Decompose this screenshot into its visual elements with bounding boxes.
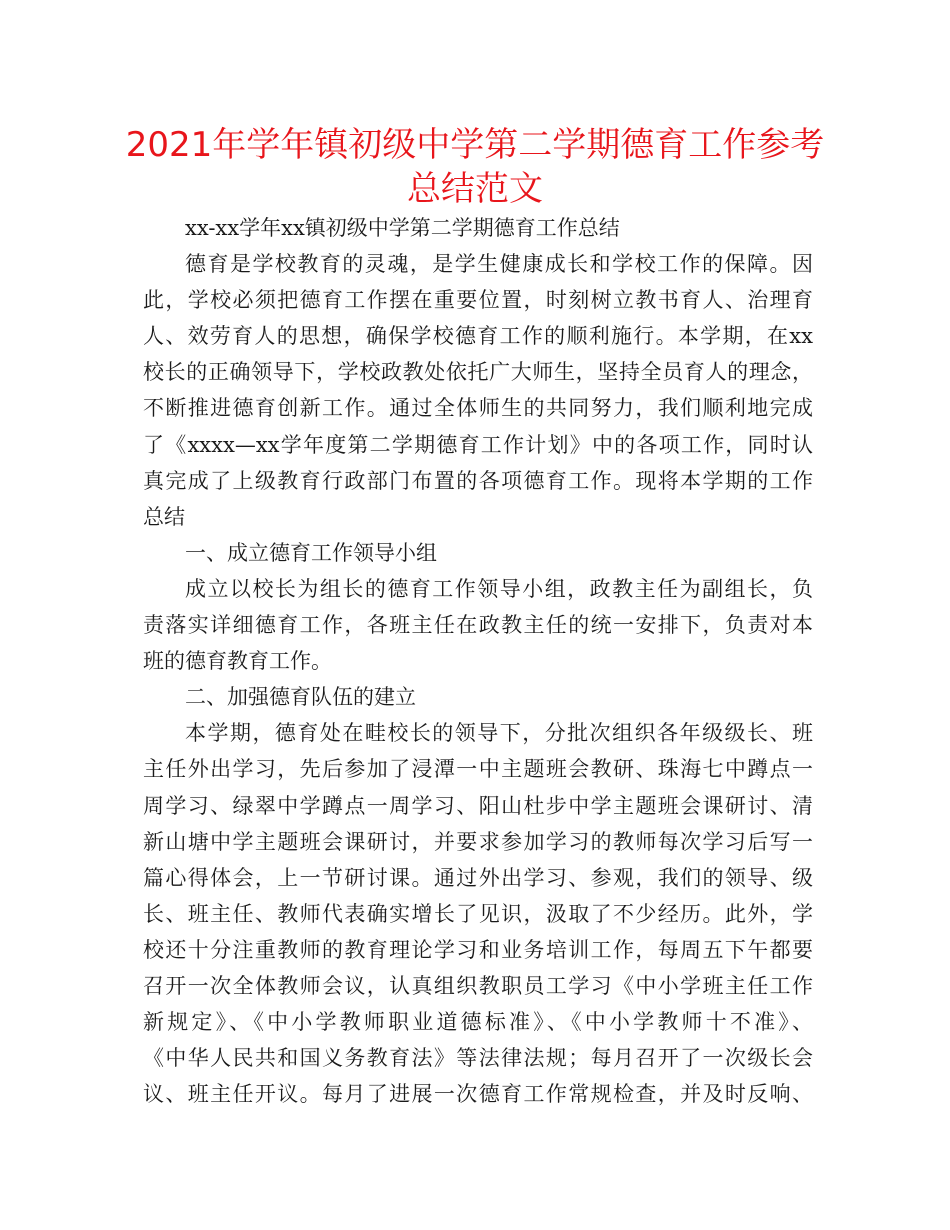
paragraph-line: 责落实详细德育工作，各班主任在政教主任的统一安排下，负责对本 [143,613,813,638]
paragraph-line: 人、效劳育人的思想，确保学校德育工作的顺利施行。本学期，在xx [143,324,813,349]
paragraph-line: 议、班主任开议。每月了进展一次德育工作常规检查，并及时反响、 [143,1082,813,1107]
paragraph-line: 成立以校长为组长的德育工作领导小组，政教主任为副组长，负 [185,576,813,601]
paragraph-line: 德育是学校教育的灵魂，是学生健康成长和学校工作的保障。因 [185,252,813,277]
paragraph-line: 此，学校必须把德育工作摆在重要位置，时刻树立教书育人、治理育 [143,288,813,313]
document-title-line-2: 总结范文 [407,169,543,209]
paragraph-line: 《中华人民共和国义务教育法》等法律法规；每月召开了一次级长会 [143,1046,813,1071]
paragraph-line: 班的德育教育工作。 [143,649,332,674]
paragraph-line: 召开一次全体教师会议，认真组织教职员工学习《中小学班主任工作 [143,973,813,998]
subtitle-line: xx-xx学年xx镇初级中学第二学期德育工作总结 [185,216,620,240]
paragraph-line: 校还十分注重教师的教育理论学习和业务培训工作，每周五下午都要 [143,937,813,962]
paragraph-line: 主任外出学习，先后参加了浸潭一中主题班会教研、珠海七中蹲点一 [143,757,813,782]
paragraph-line: 周学习、绿翠中学蹲点一周学习、阳山杜步中学主题班会课研讨、清 [143,793,813,818]
section-heading: 二、加强德育队伍的建立 [185,685,416,710]
paragraph-line: 校长的正确领导下，学校政教处依托广大师生，坚持全员育人的理念， [143,360,813,385]
document-title-line-1: 2021年学年镇初级中学第二学期德育工作参考 [125,125,825,165]
paragraph-line: 总结 [143,504,185,529]
paragraph-line: 新规定》、《中小学教师职业道德标准》、《中小学教师十不准》、 [143,1010,813,1035]
paragraph-line: 本学期，德育处在畦校长的领导下，分批次组织各年级级长、班 [185,721,813,746]
paragraph-line: 真完成了上级教育行政部门布置的各项德育工作。现将本学期的工作 [143,468,813,493]
section-heading: 一、成立德育工作领导小组 [185,540,437,565]
paragraph-line: 新山塘中学主题班会课研讨，并要求参加学习的教师每次学习后写一 [143,829,813,854]
paragraph-line: 了《xxxx—xx学年度第二学期德育工作计划》中的各项工作，同时认 [143,432,813,457]
document-body [143,210,813,1112]
paragraph-line: 篇心得体会，上一节研讨课。通过外出学习、参观，我们的领导、级 [143,865,813,890]
paragraph-line: 不断推进德育创新工作。通过全体师生的共同努力，我们顺利地完成 [143,396,813,421]
paragraph-line: 长、班主任、教师代表确实增长了见识，汲取了不少经历。此外，学 [143,901,813,926]
